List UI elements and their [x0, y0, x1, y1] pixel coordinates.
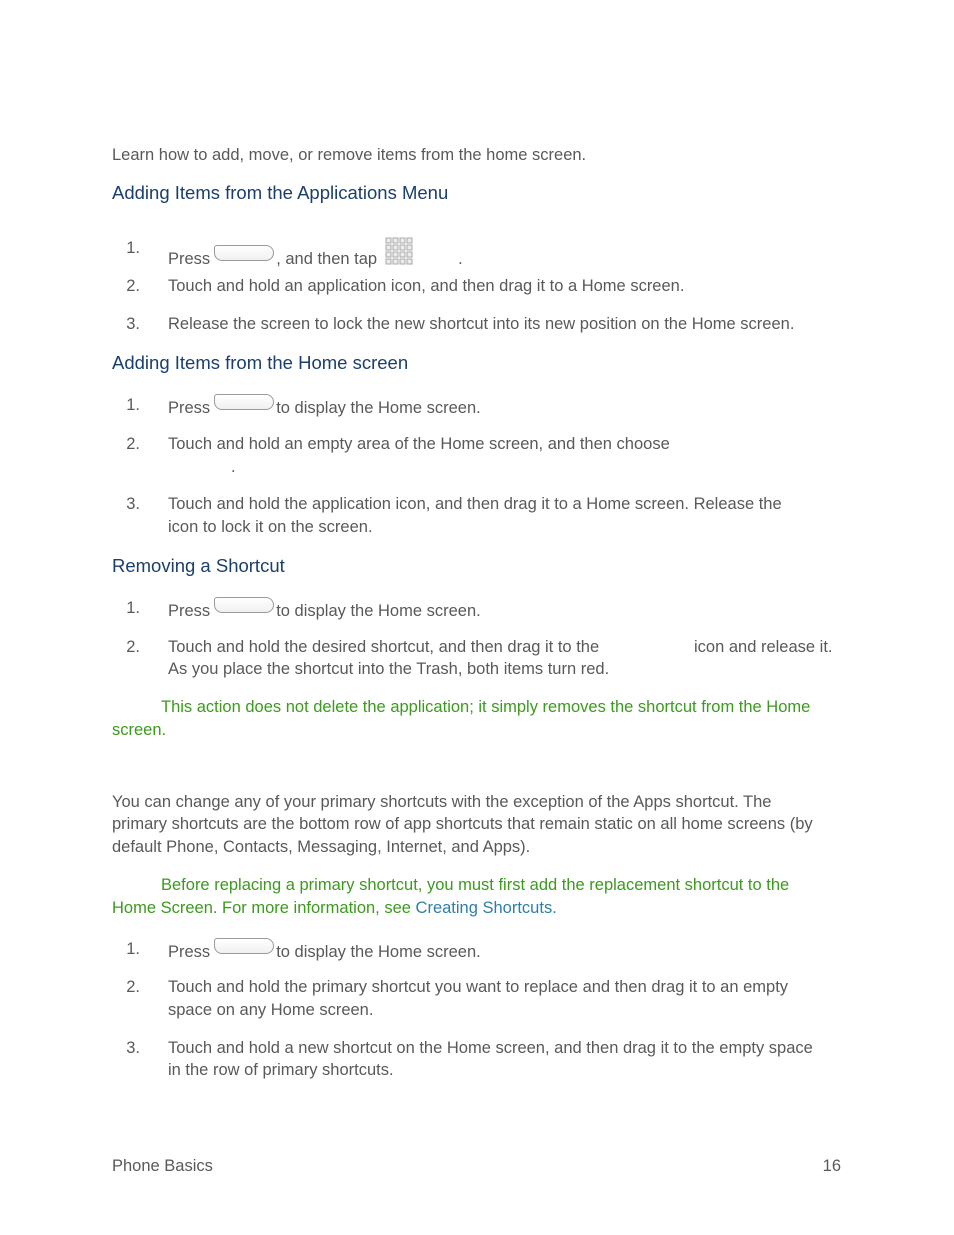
step-text: Touch and hold the desired shortcut, and then drag it to the [168, 638, 600, 656]
step-number: 2. [126, 435, 140, 453]
step-text: to display the Home screen. [276, 399, 481, 417]
home-key-icon [214, 394, 274, 410]
step-text-tail: icon and release it. [694, 638, 833, 656]
note-text: Home Screen. For more information, see [112, 899, 411, 917]
list-item [120, 636, 880, 682]
home-key-icon [214, 597, 274, 613]
note-text-continuation [112, 897, 557, 920]
step-text: Touch and hold the primary shortcut you want to replace and then drag it to an empty [168, 978, 789, 996]
step-text: Release the screen to lock the new shortcut into its new position on the Home screen. [168, 315, 795, 333]
step-number: 1. [126, 239, 140, 257]
home-key-icon [214, 245, 274, 261]
list-item [120, 493, 880, 539]
section-heading-applications-menu: Adding Items from the Applications Menu [112, 182, 449, 203]
step-number: 3. [126, 1039, 140, 1057]
list-item [120, 1037, 880, 1083]
step-text: Touch and hold a new shortcut on the Home screen, and then drag it to the empty space [168, 1039, 813, 1057]
creating-shortcuts-link[interactable]: Creating Shortcuts [415, 899, 553, 917]
step-text: . [458, 250, 463, 268]
step-text: Touch and hold the application icon, and then drag it to a Home screen. Release the [168, 495, 782, 513]
section-heading-home-screen: Adding Items from the Home screen [112, 352, 409, 373]
step-text-continuation: space on any Home screen. [168, 1001, 374, 1019]
step-number: 1. [126, 599, 140, 617]
step-text: Press [168, 943, 211, 961]
step-text: Touch and hold an empty area of the Home screen, and then choose [168, 435, 670, 453]
step-number: 1. [126, 940, 140, 958]
step-text-continuation: As you place the shortcut into the Trash, both items turn red. [168, 660, 610, 678]
apps-grid-icon [385, 237, 413, 267]
note-text-continuation: screen. [112, 721, 167, 739]
step-number: 2. [126, 978, 140, 996]
footer-section-title: Phone Basics [112, 1157, 213, 1175]
step-text: Press [168, 250, 211, 268]
paragraph-line: primary shortcuts are the bottom row of app shortcuts that remain static on all home screens (by [112, 815, 813, 833]
step-number: 3. [126, 315, 140, 333]
intro-text: Learn how to add, move, or remove items from the home screen. [112, 146, 587, 164]
step-text: Touch and hold an application icon, and then drag it to a Home screen. [168, 277, 685, 295]
step-text: Press [168, 602, 211, 620]
step-number: 1. [126, 396, 140, 414]
link-period: . [552, 899, 557, 917]
home-key-icon [214, 938, 274, 954]
section-heading-removing-shortcut: Removing a Shortcut [112, 555, 285, 576]
step-text: to display the Home screen. [276, 943, 481, 961]
step-text-continuation: . [231, 458, 236, 476]
footer-page-number: 16 [822, 1157, 841, 1175]
step-text: , and then tap [276, 250, 378, 268]
step-text: to display the Home screen. [276, 602, 481, 620]
list-item [120, 976, 880, 1022]
step-text: Press [168, 399, 211, 417]
note-text: This action does not delete the application; it simply removes the shortcut from the Home [161, 698, 811, 716]
paragraph-line: default Phone, Contacts, Messaging, Internet, and Apps). [112, 838, 531, 856]
note-text: Before replacing a primary shortcut, you must first add the replacement shortcut to the [161, 876, 790, 894]
step-text-continuation: icon to lock it on the screen. [168, 518, 373, 536]
step-text-continuation: in the row of primary shortcuts. [168, 1061, 394, 1079]
step-number: 2. [126, 277, 140, 295]
step-number: 2. [126, 638, 140, 656]
step-number: 3. [126, 495, 140, 513]
list-item [120, 433, 880, 479]
paragraph-line: You can change any of your primary shortcuts with the exception of the Apps shortcut. The [112, 793, 772, 811]
